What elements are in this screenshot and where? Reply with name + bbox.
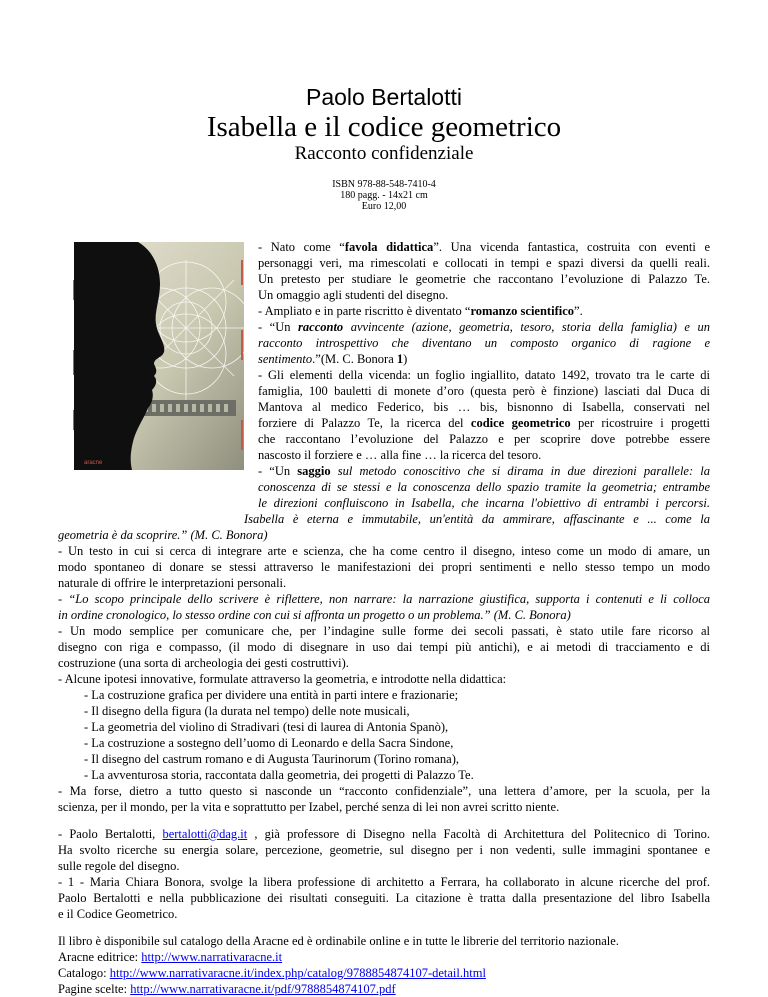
list-item-4: - La costruzione a sostegno dell’uomo di Leonardo e della Sacra Sindone,: [84, 736, 454, 750]
intro-line-15: - “Un saggio sul metodo conoscitivo che si dirama in due direzioni parallele: la: [258, 464, 710, 478]
body-line-9: costruzione (una sorta di archeologia dei gesti costruttivi).: [58, 656, 349, 670]
book-title: Isabella e il codice geometrico: [206, 111, 562, 143]
body-line-12: scienza, per il mondo, per la vita e soprattutto per Izabel, perché senza di lei non avrei scritto niente.: [58, 800, 560, 814]
body-line-4: naturale di offrire le interpretazioni personali.: [58, 576, 287, 590]
bio-line-3: sulle regole del disegno.: [58, 859, 180, 873]
page-count: 180 pagg. - 14x21 cm: [340, 190, 428, 201]
intro-line-12: forziere di Palazzo Te, la ricerca del codice geometrico per ricostruire i progetti: [258, 416, 710, 430]
intro-line-2: personaggi veri, ma rimescolati e collocati in tempi e spazi diversi da quelli reali.: [258, 256, 710, 270]
list-item-6: - La avventurosa storia, raccontata dalla geometria, dei progetti di Palazzo Te.: [84, 768, 474, 782]
selected-pages-link[interactable]: http://www.narrativaracne.it/pdf/9788854874107.pdf: [130, 982, 396, 996]
book-subtitle: Racconto confidenziale: [294, 143, 474, 164]
selected-pages-line: Pagine scelte: http://www.narrativaracne.it/pdf/9788854874107.pdf: [58, 982, 396, 996]
author-email-link[interactable]: bertalotti@dag.it: [162, 827, 248, 841]
intro-line-18: Isabella è eterna e immutabile, un'entità da ammirare, affascinante e ... come la: [244, 512, 710, 526]
list-item-3: - La geometria del violino di Stradivari (tesi di laurea di Antonia Spanò),: [84, 720, 449, 734]
body-line-6: in ordine cronologico, lo stesso ordine con cui si affronta un progetto o un problema.” (M. C. Bonora): [58, 608, 571, 622]
intro-line-6: - “Un racconto avvincente (azione, geometria, tesoro, storia della famiglia) e un: [258, 320, 710, 334]
intro-line-5: - Ampliato e in parte riscritto è diventato “romanzo scientifico”.: [258, 304, 583, 318]
intro-line-8: sentimento.”(M. C. Bonora 1): [258, 352, 408, 366]
availability-line: Il libro è disponibile sul catalogo della Aracne ed è ordinabile online e in tutte le librerie del territorio nazionale.: [58, 934, 619, 948]
catalog-line: Catalogo: http://www.narrativaracne.it/index.php/catalog/9788854874107-detail.html: [58, 966, 486, 980]
body-line-7: - Un modo semplice per comunicare che, per l’indagine sulle forme dei secoli passati, è stato utile fare ricorso al: [58, 624, 710, 638]
bio-line-1: - Paolo Bertalotti, bertalotti@dag.it , già professore di Disegno nella Facoltà di Architettura del Politecnico di Torino.: [58, 827, 710, 841]
intro-line-9: - Gli elementi della vicenda: un foglio ingiallito, datato 1492, trovato tra le carte di: [258, 368, 710, 382]
intro-line-14: nascosto il forziere e … alla fine … la ricerca del tesoro.: [258, 448, 542, 462]
publisher-link[interactable]: http://www.narrativaracne.it: [141, 950, 283, 964]
intro-line-3: Un pretesto per studiare le geometrie che raccontano l’evoluzione di Palazzo Te.: [258, 272, 710, 286]
intro-line-16: conoscenza di se stessi e la conoscenza dello spazio tramite la geometria; entrambe: [258, 480, 710, 494]
body-line-2: - Un testo in cui si cerca di integrare arte e scienza, che ha come centro il disegno, inteso come un modo di amare, un: [58, 544, 710, 558]
body-line-5: - “Lo scopo principale dello scrivere è riflettere, non narrare: la narrazione giustifica, supporta i contenuti e li colloca: [58, 592, 710, 606]
bio-line-5: Paolo Bertalotti e nella pubblicazione dei risultati conseguiti. La citazione è tratta dalla presentazione del libro Isabella: [58, 891, 710, 905]
body-line-3: modo spontaneo di donare se stessi attraverso le manifestazioni dei propri sentimenti e nello stesso tempo un modo: [58, 560, 710, 574]
bio-line-6: e il Codice Geometrico.: [58, 907, 178, 921]
bio-line-2: Ha svolto ricerche su energia solare, percezione, geometrie, sul disegno per i non vedenti, sulle immagini spontanee e: [58, 843, 710, 857]
intro-line-17: le direzioni confluiscono in Isabella, che incarna l'obiettivo di entrambi i percorsi.: [258, 496, 710, 510]
body-line-1: geometria è da scoprire.” (M. C. Bonora): [58, 528, 268, 542]
intro-line-10: famiglia, 100 bauletti di monete d’oro (questa però è finzione) lasciati dal Duca di: [258, 384, 710, 398]
list-item-1: - La costruzione grafica per dividere una entità in parti intere e frazionarie;: [84, 688, 459, 702]
publisher-line: Aracne editrice: http://www.narrativaracne.it: [58, 950, 283, 964]
list-item-5: - Il disegno del castrum romano e di Augusta Taurinorum (Torino romana),: [84, 752, 460, 766]
intro-line-13: che raccontano l’evoluzione del Palazzo e per scoprire dove potrebbe essere: [258, 432, 710, 446]
body-line-10: - Alcune ipotesi innovative, formulate attraverso la geometria, e introdotte nella didattica:: [58, 672, 507, 686]
price: Euro 12,00: [361, 201, 407, 212]
catalog-link[interactable]: http://www.narrativaracne.it/index.php/catalog/9788854874107-detail.html: [109, 966, 486, 980]
list-item-2: - Il disegno della figura (la durata nel tempo) delle note musicali,: [84, 704, 410, 718]
intro-line-1: - Nato come “favola didattica”. Una vicenda fantastica, costruita con eventi e: [258, 240, 711, 254]
isbn: ISBN 978-88-548-7410-4: [332, 179, 436, 190]
body-line-11: - Ma forse, dietro a tutto questo si nasconde un “racconto confidenziale”, una lettera d’amore, per la scuola, per la: [58, 784, 710, 798]
body-line-8: disegno con riga e compasso, (il modo di disegnare in uso dai tempi più antichi), e ai metodi di tracciamento e di: [58, 640, 710, 654]
author-name: Paolo Bertalotti: [306, 84, 462, 110]
publisher-logo: aracne: [84, 460, 103, 466]
intro-line-11: Mantova al medico Federico, bis … bis, bisnonno di Isabella, conservati nel: [258, 400, 710, 414]
bio-line-4: - 1 - Maria Chiara Bonora, svolge la libera professione di architetto a Ferrara, ha collaborato in alcune ricerche del prof.: [58, 875, 710, 889]
intro-line-7: racconto introspettivo che diventano un composto organico di ragione e: [258, 336, 710, 350]
intro-line-4: Un omaggio agli studenti del disegno.: [258, 288, 449, 302]
book-cover-image: [68, 240, 244, 472]
